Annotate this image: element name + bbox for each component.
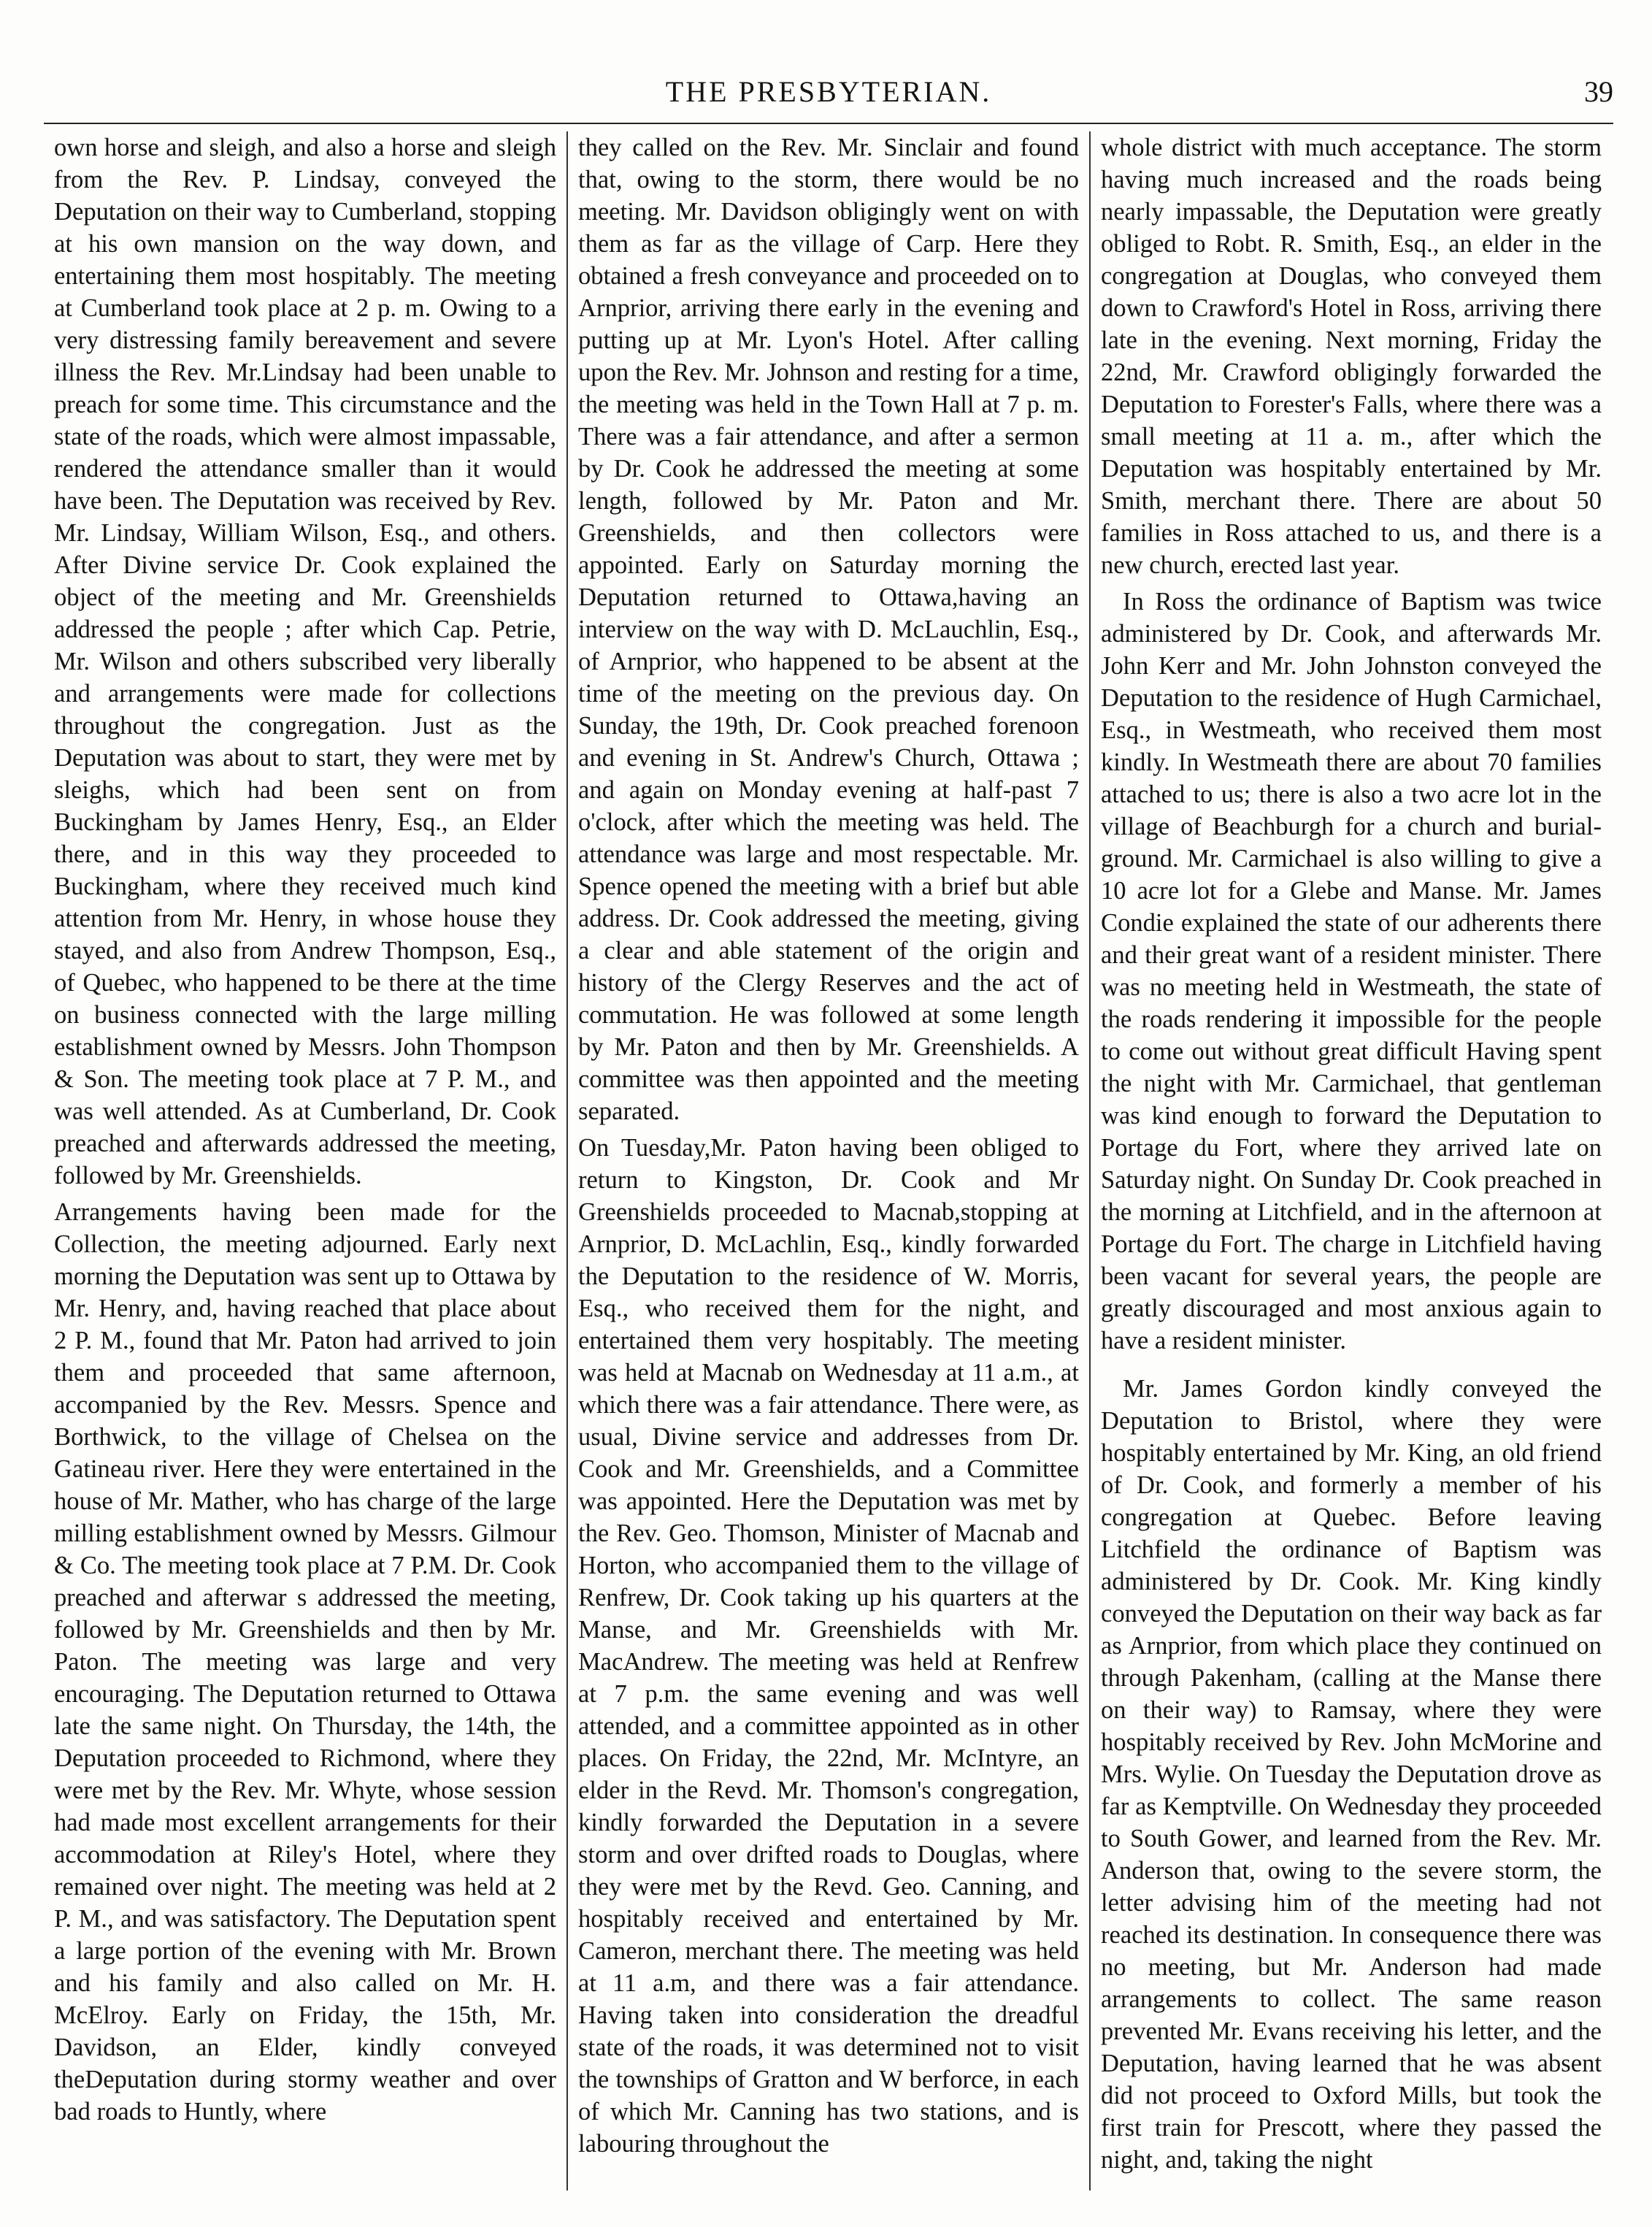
paragraph: On Tuesday,Mr. Paton having been obliged to return to Kingston, Dr. Cook and Mr Greenshields proceeded to Macnab,stopping at Arnprior, D. McLachlin, Esq., kindly forwarded the Deputation to the residence of W. Morris, Esq., who received them for the night, and entertained them very hospitably. The meeting was held at Macnab on Wednesday at 11 a.m., at which there was a fair attendance. There were, as usual, Divine service and addresses from Dr. Cook and Mr. Greenshields, and a Committee was appointed. Here the Deputation was met by the Rev. Geo. Thomson, Minister of Macnab and Horton, who accompanied them to the village of Renfrew, Dr. Cook taking up his quarters at the Manse, and Mr. Greenshields with Mr. MacAndrew. The meeting was held at Renfrew at 7 p.m. the same evening and was well attended, and a committee appointed as in other places. On Friday, the 22nd, Mr. McIntyre, an elder in the Revd. Mr. Thomson's congregation, kindly forwarded the Deputation in a severe storm and over drifted roads to Douglas, where they were met by the Revd. Geo. Canning, and hospitably received and entertained by Mr. Cameron, merchant there. The meeting was held at 11 a.m, and there was a fair attendance. Having taken into consideration the dreadful state of the roads, it was determined not to visit the townships of Gratton and W berforce, in each of which Mr. Canning has two stations, and is labouring throughout the (578, 1134, 1079, 2158)
paragraph: they called on the Rev. Mr. Sinclair and found that, owing to the storm, there would be no meeting. Mr. Davidson obligingly went on with them as far as the village of Carp. Here they obtained a fresh conveyance and proceeded on to Arnprior, arriving there early in the evening and putting up at Mr. Lyon's Hotel. After calling upon the Rev. Mr. Johnson and resting for a time, the meeting was held in the Town Hall at 7 p. m. There was a fair attendance, and after a sermon by Dr. Cook he addressed the meeting at some length, followed by Mr. Paton and Mr. Greenshields, and then collectors were appointed. Early on Saturday morning the Deputation returned to Ottawa,having an interview on the way with D. McLauchlin, Esq., of Arnprior, who happened to be absent at the time of the meeting on the previous day. On Sunday, the 19th, Dr. Cook preached forenoon and evening in St. Andrew's Church, Ottawa ; and again on Monday evening at half-past 7 o'clock, after which the meeting was held. The attendance was large and most respectable. Mr. Spence opened the meeting with a brief but able address. Dr. Cook addressed the meeting, giving a clear and able statement of the origin and history of the Clergy Reserves and the act of commutation. He was followed at some length by Mr. Paton and then by Mr. Greenshields. A committee was then appointed and the meeting separated. (578, 134, 1079, 1125)
column-1 (44, 131, 566, 2190)
paragraph: Arrangements having been made for the Collection, the meeting adjourned. Early next morning the Deputation was sent up to Ottawa by Mr. Henry, and, having reached that place about 2 P. M., found that Mr. Paton had arrived to join them and proceeded that same afternoon, accompanied by the Rev. Messrs. Spence and Borthwick, to the village of Chelsea on the Gatineau river. Here they were entertained in the house of Mr. Mather, who has charge of the large milling establishment owned by Messrs. Gilmour & Co. The meeting took place at 7 P.M. Dr. Cook preached and afterwar s addressed the meeting, followed by Mr. Greenshields and then by Mr. Paton. The meeting was large and very encouraging. The Deputation returned to Ottawa late the same night. On Thursday, the 14th, the Deputation proceeded to Richmond, where they were met by the Rev. Mr. Whyte, whose session had made most excellent arrangements for their accommodation at Riley's Hotel, where they remained over night. The meeting was held at 2 P. M., and was satisfactory. The Deputation spent a large portion of the evening with Mr. Brown and his family and also called on Mr. H. McElroy. Early on Friday, the 15th, Mr. Davidson, an Elder, kindly conveyed theDeputation during stormy weather and over bad roads to Huntly, where (54, 1198, 556, 2126)
running-title: THE PRESBYTERIAN. (665, 75, 992, 108)
header-rule (44, 123, 1613, 124)
paragraph: Mr. James Gordon kindly conveyed the Deputation to Bristol, where they were hospitably entertained by Mr. King, an old friend of Dr. Cook, and formerly a member of his congregation at Quebec. Before leaving Litchfield the ordinance of Baptism was administered by Dr. Cook. Mr. King kindly conveyed the Deputation on their way back as far as Arnprior, from which place they continued on through Pakenham, (calling at the Manse there on their way) to Ramsay, where they were hospitably received by Rev. John McMorine and Mrs. Wylie. On Tuesday the Deputation drove as far as Kemptville. On Wednesday they proceeded to South Gower, and learned from the Rev. Mr. Anderson that, owing to the severe storm, the letter advising him of the meeting had not reached its destination. In consequence there was no meeting, but Mr. Anderson had made arrangements to collect. The same reason prevented Mr. Evans receiving his letter, and the Deputation, having learned that he was absent did not proceed to Oxford Mills, but took the first train for Prescott, where they passed the night, and, taking the night (1101, 1375, 1602, 2174)
page-header (44, 70, 1613, 114)
paragraph: whole district with much acceptance. The storm having much increased and the roads being nearly impassable, the Deputation were greatly obliged to Robt. R. Smith, Esq., an elder in the congregation at Douglas, who conveyed them down to Crawford's Hotel in Ross, arriving there late in the evening. Next morning, Friday the 22nd, Mr. Crawford obligingly forwarded the Deputation to Forester's Falls, where there was a small meeting at 11 a. m., after which the Deputation was hospitably entertained by Mr. Smith, merchant there. There are about 50 families in Ross attached to us, and there is a new church, erected last year. (1101, 134, 1602, 579)
paragraph: In Ross the ordinance of Baptism was twice administered by Dr. Cook, and afterwards Mr. John Kerr and Mr. John Johnston conveyed the Deputation to the residence of Hugh Carmichael, Esq., in Westmeath, who received them most kindly. In Westmeath there are about 70 families attached to us; there is also a two acre lot in the village of Beachburgh for a church and burial-ground. Mr. Carmichael is also willing to give a 10 acre lot for a Glebe and Manse. Mr. James Condie explained the state of our adherents there and their great want of a resident minister. There was no meeting held in Westmeath, the state of the roads rendering it impossible for the people to come out without great difficult Having spent the night with Mr. Carmichael, that gentleman was kind enough to forward the Deputation to Portage du Fort, where they arrived late on Saturday night. On Sunday Dr. Cook preached in the morning at Litchfield, and in the afternoon at Portage du Fort. The charge in Litchfield having been vacant for several years, the people are greatly discouraged and most anxious again to have a resident minister. (1101, 588, 1602, 1354)
paragraph: own horse and sleigh, and also a horse and sleigh from the Rev. P. Lindsay, conveyed the Deputation on their way to Cumberland, stopping at his own mansion on the way down, and entertaining them most hospitably. The meeting at Cumberland took place at 2 p. m. Owing to a very distressing family bereavement and severe illness the Rev. Mr.Lindsay had been unable to preach for some time. This circumstance and the state of the roads, which were almost impassable, rendered the attendance smaller than it would have been. The Deputation was received by Rev. Mr. Lindsay, William Wilson, Esq., and others. After Divine service Dr. Cook explained the object of the meeting and Mr. Greenshields addressed the people ; after which Cap. Petrie, Mr. Wilson and others subscribed very liberally and arrangements were made for collections throughout the congregation. Just as the Deputation was about to start, they were met by sleighs, which had been sent on from Buckingham by James Henry, Esq., an Elder there, and in this way they proceeded to Buckingham, where they received much kind attention from Mr. Henry, in whose house they stayed, and also from Andrew Thompson, Esq., of Quebec, who happened to be there at the time on business connected with the large milling establishment owned by Messrs. John Thompson & Son. The meeting took place at 7 P. M., and was well attended. As at Cumberland, Dr. Cook preached and afterwards addressed the meeting, followed by Mr. Greenshields. (54, 134, 556, 1189)
text-columns (44, 131, 1613, 2190)
column-2 (566, 131, 1089, 2190)
page-number: 39 (1584, 75, 1613, 108)
column-3 (1089, 131, 1612, 2190)
